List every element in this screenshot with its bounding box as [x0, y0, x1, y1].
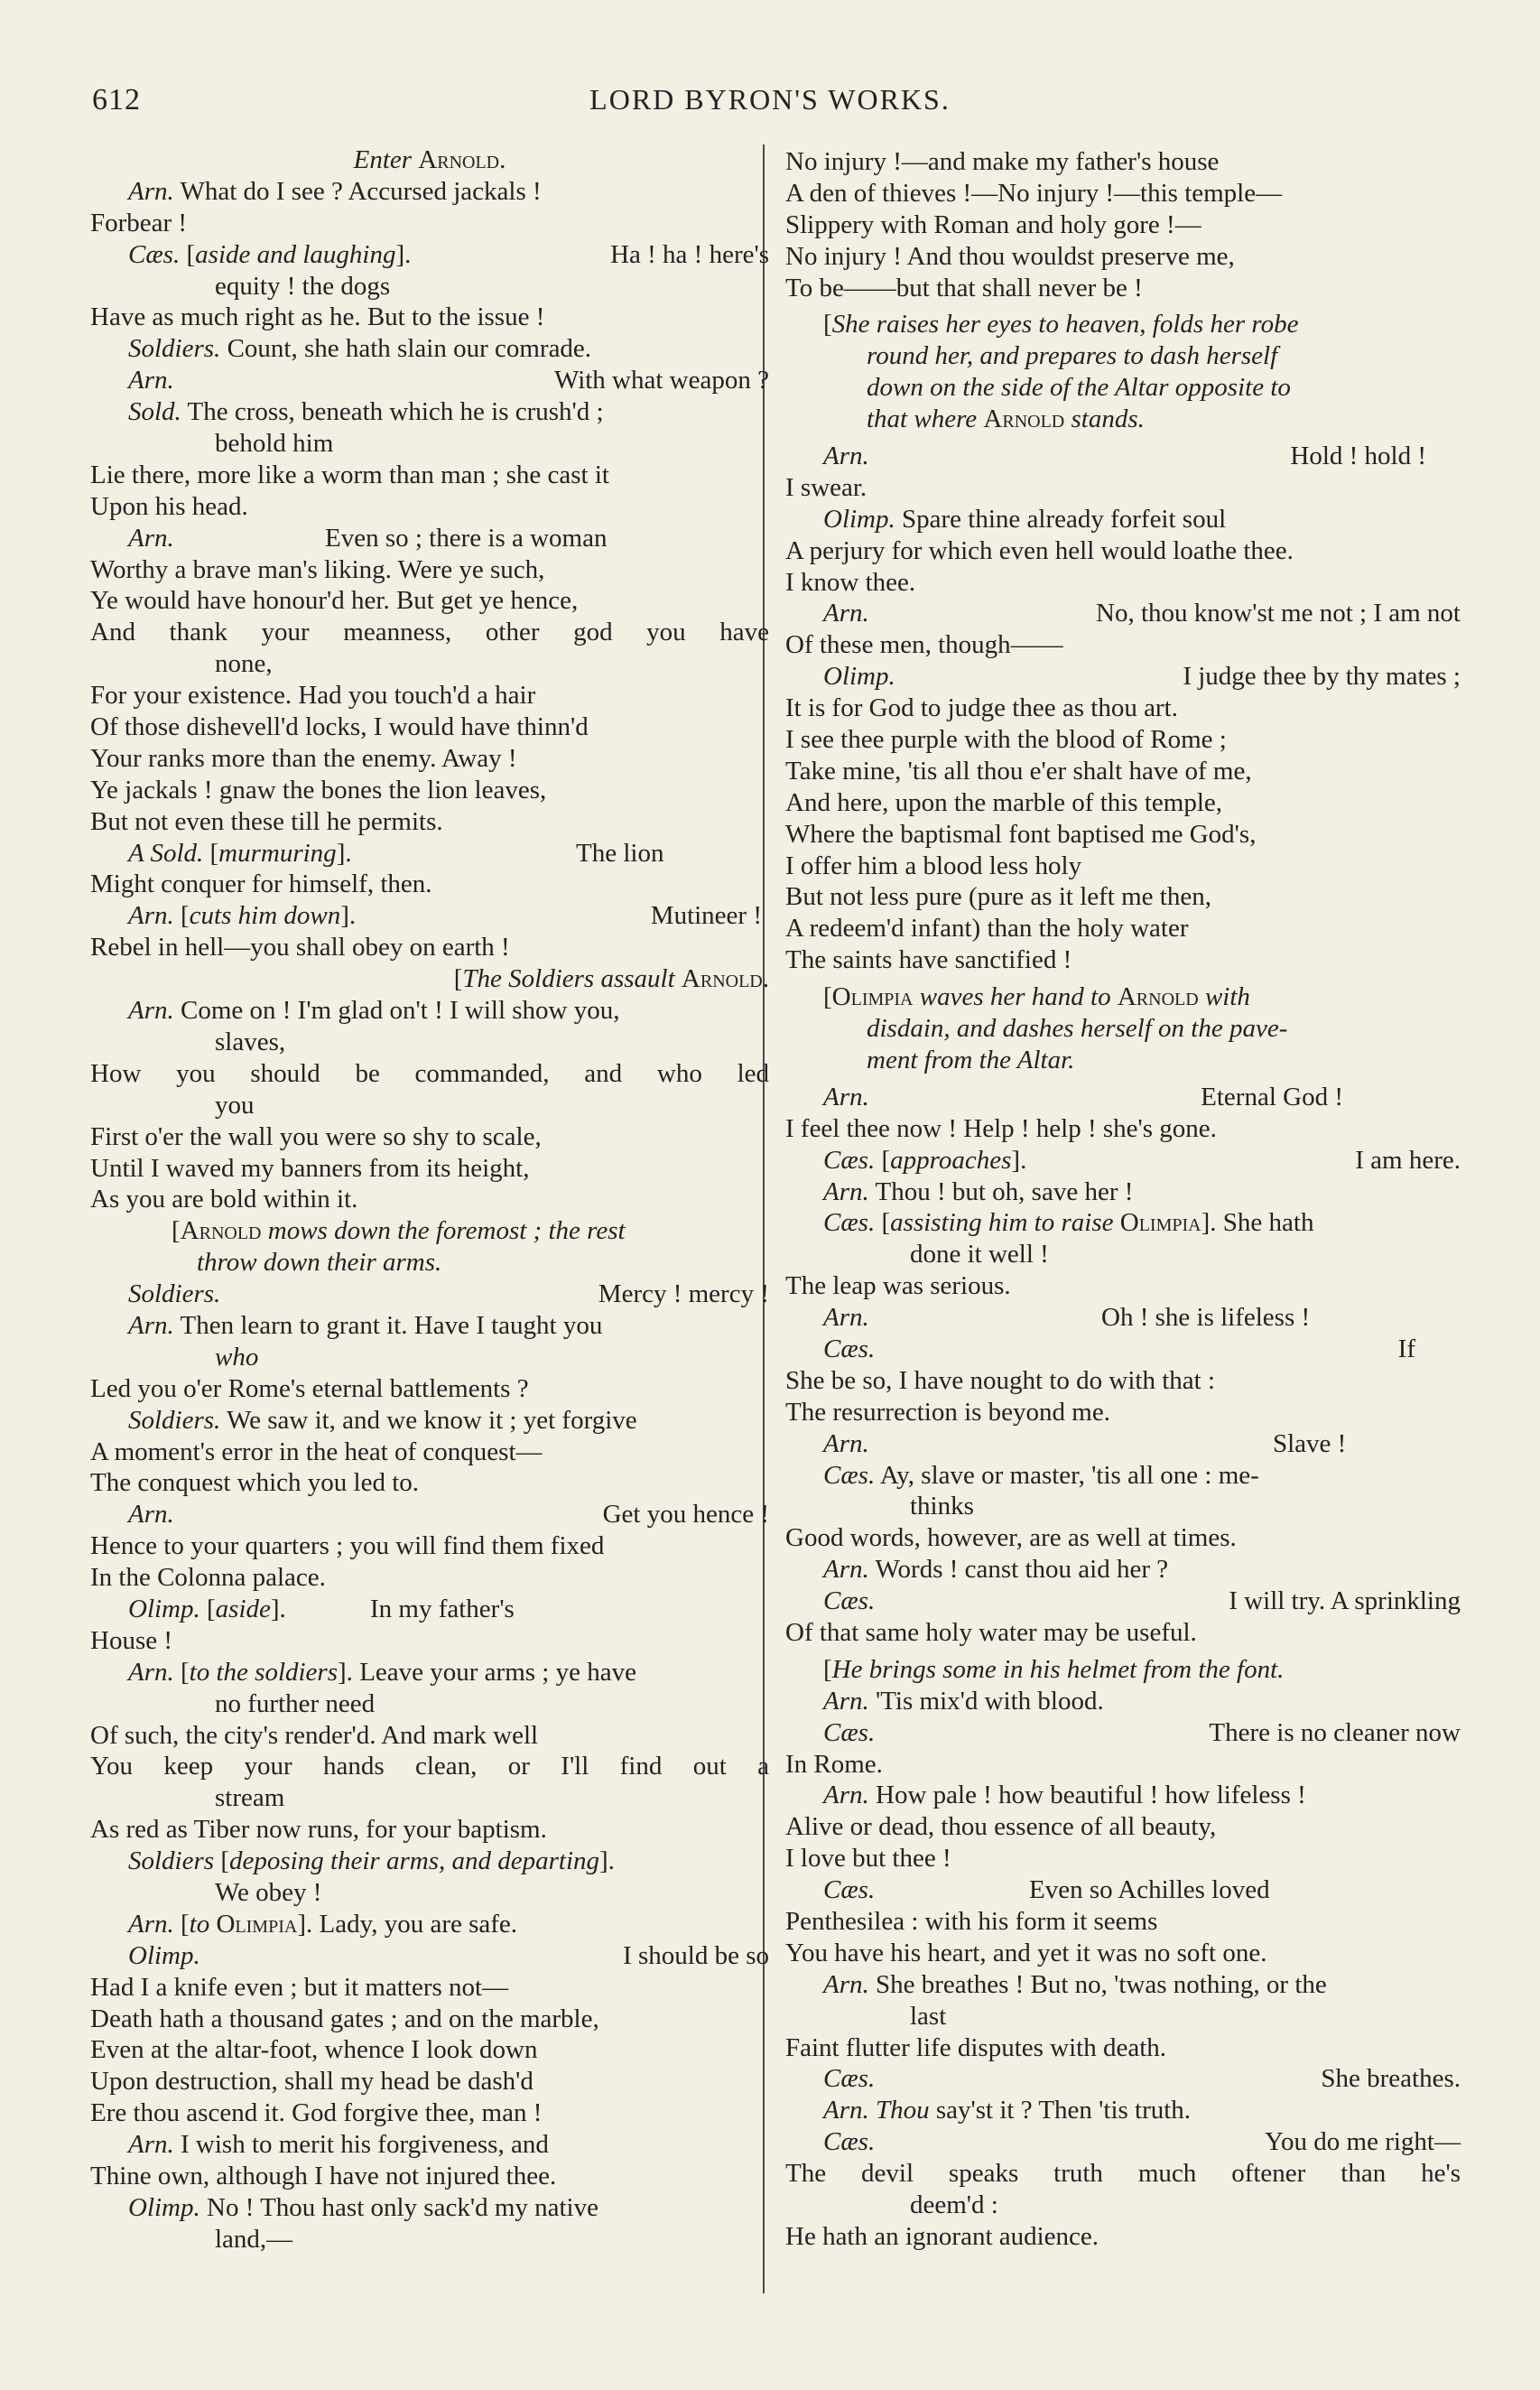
- text-line: In the Colonna palace.: [90, 1563, 326, 1593]
- text-line: Forbear !: [90, 208, 188, 237]
- text-line: last: [910, 2001, 947, 2031]
- text-line: I know thee.: [785, 567, 916, 597]
- text-line: land,—: [215, 2224, 293, 2254]
- text-line: I offer him a blood less holy: [785, 851, 1082, 880]
- text-line: Arn. What do I see ? Accursed jackals !: [128, 176, 542, 206]
- text-line: Death hath a thousand gates ; and on the marble,: [90, 2004, 599, 2033]
- stage-direction: that where Arnold stands.: [867, 405, 1145, 434]
- text-line: Until I waved my banners from its height,: [90, 1153, 530, 1183]
- text-line: To be——but that shall never be !: [785, 273, 1143, 302]
- text-line: Of such, the city's render'd. And mark well: [90, 1720, 539, 1750]
- page-number: 612: [92, 83, 141, 116]
- stage-direction: round her, and prepares to dash herself: [867, 341, 1278, 371]
- text-line: Cæs. She breathes.: [823, 2064, 1461, 2094]
- text-line: For your existence. Had you touch'd a hair: [90, 681, 536, 711]
- text-line: Olimp. Spare thine already forfeit soul: [823, 504, 1227, 534]
- text-line: Cæs. If: [823, 1334, 1415, 1363]
- text-line: Good words, however, are as well at times.: [785, 1523, 1237, 1553]
- text-line: Penthesilea : with his form it seems: [785, 1906, 1158, 1936]
- text-line: A redeem'd infant) than the holy water: [785, 914, 1189, 944]
- text-line: As red as Tiber now runs, for your baptism.: [90, 1815, 547, 1845]
- text-line: Cæs. You do me right—: [823, 2127, 1461, 2157]
- text-line: The leap was serious.: [785, 1271, 1011, 1301]
- text-line: Had I a knife even ; but it matters not—: [90, 1972, 509, 2002]
- text-line: But not even these till he permits.: [90, 806, 443, 836]
- text-line: You have his heart, and yet it was no soft one.: [785, 1938, 1267, 1967]
- stage-direction: disdain, and dashes herself on the pave-: [867, 1014, 1288, 1044]
- text-line: Upon his head.: [90, 491, 248, 521]
- text-line: Cæs. [assisting him to raise Olimpia]. She hath: [823, 1208, 1314, 1238]
- text-line: Worthy a brave man's liking. Were ye such,: [90, 554, 545, 584]
- text-line: A moment's error in the heat of conquest—: [90, 1437, 543, 1466]
- text-line: Where the baptismal font baptised me God's,: [785, 819, 1257, 849]
- text-line: Your ranks more than the enemy. Away !: [90, 743, 517, 773]
- text-line: who: [215, 1342, 259, 1372]
- text-line: done it well !: [910, 1240, 1049, 1269]
- text-line: stream: [215, 1783, 285, 1813]
- text-line: Cæs. I will try. A sprinkling: [823, 1586, 1461, 1616]
- text-line: The resurrection is beyond me.: [785, 1397, 1110, 1427]
- text-line: Soldiers [deposing their arms, and departing].: [128, 1846, 615, 1876]
- text-line: I love but thee !: [785, 1844, 951, 1874]
- text-line: A den of thieves !—No injury !—this temple—: [785, 178, 1283, 208]
- stage-direction: down on the side of the Altar opposite to: [867, 373, 1291, 403]
- text-line: Cæs. [aside and laughing]. Ha ! ha ! here's: [128, 239, 769, 269]
- text-line: Slippery with Roman and holy gore !—: [785, 209, 1201, 239]
- text-line: Arn. Thou ! but oh, save her !: [823, 1176, 1134, 1206]
- text-line: First o'er the wall you were so shy to scale,: [90, 1121, 542, 1151]
- text-line: Arn. Oh ! she is lifeless !: [823, 1303, 1311, 1333]
- stage-direction: ment from the Altar.: [867, 1045, 1075, 1074]
- stage-direction: [She raises her eyes to heaven, folds her robe: [823, 310, 1299, 339]
- page-header: [0, 83, 1540, 123]
- text-line: It is for God to judge thee as thou art.: [785, 693, 1178, 723]
- text-line: deem'd :: [910, 2190, 998, 2219]
- text-line: thinks: [910, 1492, 974, 1521]
- text-line: Arn. I wish to merit his forgiveness, and: [128, 2130, 549, 2160]
- text-line: Soldiers. Count, she hath slain our comrade.: [128, 334, 592, 364]
- text-line: I see thee purple with the blood of Rome ;: [785, 725, 1227, 755]
- text-line: Ye jackals ! gnaw the bones the lion leaves,: [90, 775, 547, 804]
- text-line: Arn. [to the soldiers]. Leave your arms ; ye have: [128, 1657, 636, 1687]
- text-line: slaves,: [215, 1027, 286, 1056]
- text-line: She be so, I have nought to do with that :: [785, 1365, 1216, 1395]
- text-line: Arn. Come on ! I'm glad on't ! I will show you,: [128, 996, 620, 1026]
- text-line: Rebel in hell—you shall obey on earth !: [90, 933, 510, 963]
- stage-direction: Enter Arnold.: [353, 145, 506, 174]
- text-line: The saints have sanctified !: [785, 945, 1072, 975]
- text-line: Faint flutter life disputes with death.: [785, 2032, 1167, 2062]
- text-line: equity ! the dogs: [215, 271, 391, 301]
- text-line: Arn. Then learn to grant it. Have I taught you: [128, 1310, 603, 1340]
- text-line: Olimp. I should be so: [128, 1940, 769, 1970]
- text-line: As you are bold within it.: [90, 1185, 358, 1214]
- text-line: Soldiers. Mercy ! mercy !: [128, 1279, 769, 1309]
- text-line: Arn. [cuts him down]. Mutineer !: [128, 901, 762, 931]
- text-line: Ere thou ascend it. God forgive thee, man !: [90, 2098, 543, 2128]
- text-line: But not less pure (pure as it left me then,: [785, 882, 1211, 912]
- text-line: behold him: [215, 429, 334, 459]
- text-line: Cæs. [approaches]. I am here.: [823, 1145, 1461, 1175]
- text-line: Arn. Get you hence !: [128, 1500, 769, 1530]
- text-line: Arn. [to Olimpia]. Lady, you are safe.: [128, 1909, 518, 1939]
- text-line: House !: [90, 1625, 173, 1655]
- text-line: Arn. Hold ! hold !: [823, 442, 1426, 471]
- text-line: Have as much right as he. But to the issue !: [90, 302, 545, 332]
- text-line: He hath an ignorant audience.: [785, 2221, 1099, 2251]
- text-line: Ye would have honour'd her. But get ye hence,: [90, 586, 579, 616]
- text-line: I swear.: [785, 472, 867, 502]
- text-line: Arn. 'Tis mix'd with blood.: [823, 1686, 1104, 1716]
- text-line: And here, upon the marble of this temple,: [785, 787, 1223, 817]
- text-line: Olimp. [aside]. In my father's: [128, 1594, 515, 1623]
- text-line: Arn. With what weapon ?: [128, 366, 769, 395]
- text-line: Hence to your quarters ; you will find them fixed: [90, 1531, 605, 1561]
- left-column: [90, 144, 769, 2255]
- text-line: Might conquer for himself, then.: [90, 870, 432, 899]
- text-line: Arn. Eternal God !: [823, 1082, 1343, 1111]
- text-line: Upon destruction, shall my head be dash'd: [90, 2067, 533, 2097]
- text-line: Arn. No, thou know'st me not ; I am not: [823, 599, 1461, 628]
- text-line: A perjury for which even hell would loathe thee.: [785, 535, 1294, 565]
- running-title: LORD BYRON'S WORKS.: [589, 83, 951, 116]
- text-line: Cæs. Even so Achilles loved: [823, 1875, 1270, 1905]
- text-line: Led you o'er Rome's eternal battlements ?: [90, 1373, 529, 1403]
- text-line: Sold. The cross, beneath which he is crush'd ;: [128, 397, 604, 427]
- text-line: We obey !: [215, 1877, 322, 1907]
- text-line: Arn. Even so ; there is a woman: [128, 523, 608, 553]
- text-line: In Rome.: [785, 1749, 883, 1779]
- text-line: No injury !—and make my father's house: [785, 147, 1220, 176]
- text-line: none,: [215, 649, 273, 679]
- text-line: I feel thee now ! Help ! help ! she's gone.: [785, 1113, 1217, 1143]
- text-line: Alive or dead, thou essence of all beauty,: [785, 1812, 1217, 1842]
- text-line: Arn. Thou say'st it ? Then 'tis truth.: [823, 2096, 1192, 2125]
- text-line: Even at the altar-foot, whence I look down: [90, 2035, 538, 2065]
- text-line: Of those dishevell'd locks, I would have thinn'd: [90, 712, 589, 742]
- text-line: Arn. Slave !: [823, 1428, 1347, 1458]
- text-line: The conquest which you led to.: [90, 1468, 420, 1498]
- text-line: Of these men, though——: [785, 630, 1063, 660]
- text-line: A Sold. [murmuring]. The lion: [128, 838, 664, 868]
- text-line: Olimp. No ! Thou hast only sack'd my native: [128, 2192, 598, 2222]
- text-line: Lie there, more like a worm than man ; she cast it: [90, 460, 609, 489]
- text-line: Soldiers. We saw it, and we know it ; yet forgive: [128, 1405, 637, 1435]
- text-line: Thine own, although I have not injured thee.: [90, 2162, 557, 2190]
- text-line: Arn. She breathes ! But no, 'twas nothing, or the: [823, 1969, 1327, 1999]
- text-line: Arn. Words ! canst thou aid her ?: [823, 1555, 1169, 1585]
- text-line: No injury ! And thou wouldst preserve me,: [785, 241, 1235, 271]
- text-line: Arn. How pale ! how beautiful ! how lifeless !: [823, 1781, 1306, 1810]
- text-line: Cæs. Ay, slave or master, 'tis all one : me-: [823, 1460, 1259, 1490]
- text-line: How you should be commanded, and who led: [90, 1058, 769, 1088]
- stage-direction: [Olimpia waves her hand to Arnold with: [823, 982, 1250, 1012]
- text-line: Of that same holy water may be useful.: [785, 1617, 1197, 1647]
- text-line: You keep your hands clean, or I'll find out a: [90, 1752, 769, 1781]
- text-line: And thank your meanness, other god you have: [90, 618, 769, 647]
- text-line: Cæs. There is no cleaner now: [823, 1717, 1461, 1747]
- stage-direction: [The Soldiers assault Arnold.: [453, 964, 769, 994]
- stage-direction: [He brings some in his helmet from the font.: [823, 1654, 1285, 1684]
- text-line: you: [215, 1090, 255, 1120]
- right-column: [785, 146, 1461, 2253]
- stage-direction: throw down their arms.: [197, 1248, 442, 1278]
- text-line: no further need: [215, 1688, 376, 1718]
- text-line: Olimp. I judge thee by thy mates ;: [823, 662, 1461, 692]
- stage-direction: [Arnold mows down the foremost ; the rest: [172, 1216, 626, 1246]
- text-line: The devil speaks truth much oftener than he's: [785, 2159, 1461, 2189]
- text-line: Take mine, 'tis all thou e'er shalt have of me,: [785, 756, 1252, 786]
